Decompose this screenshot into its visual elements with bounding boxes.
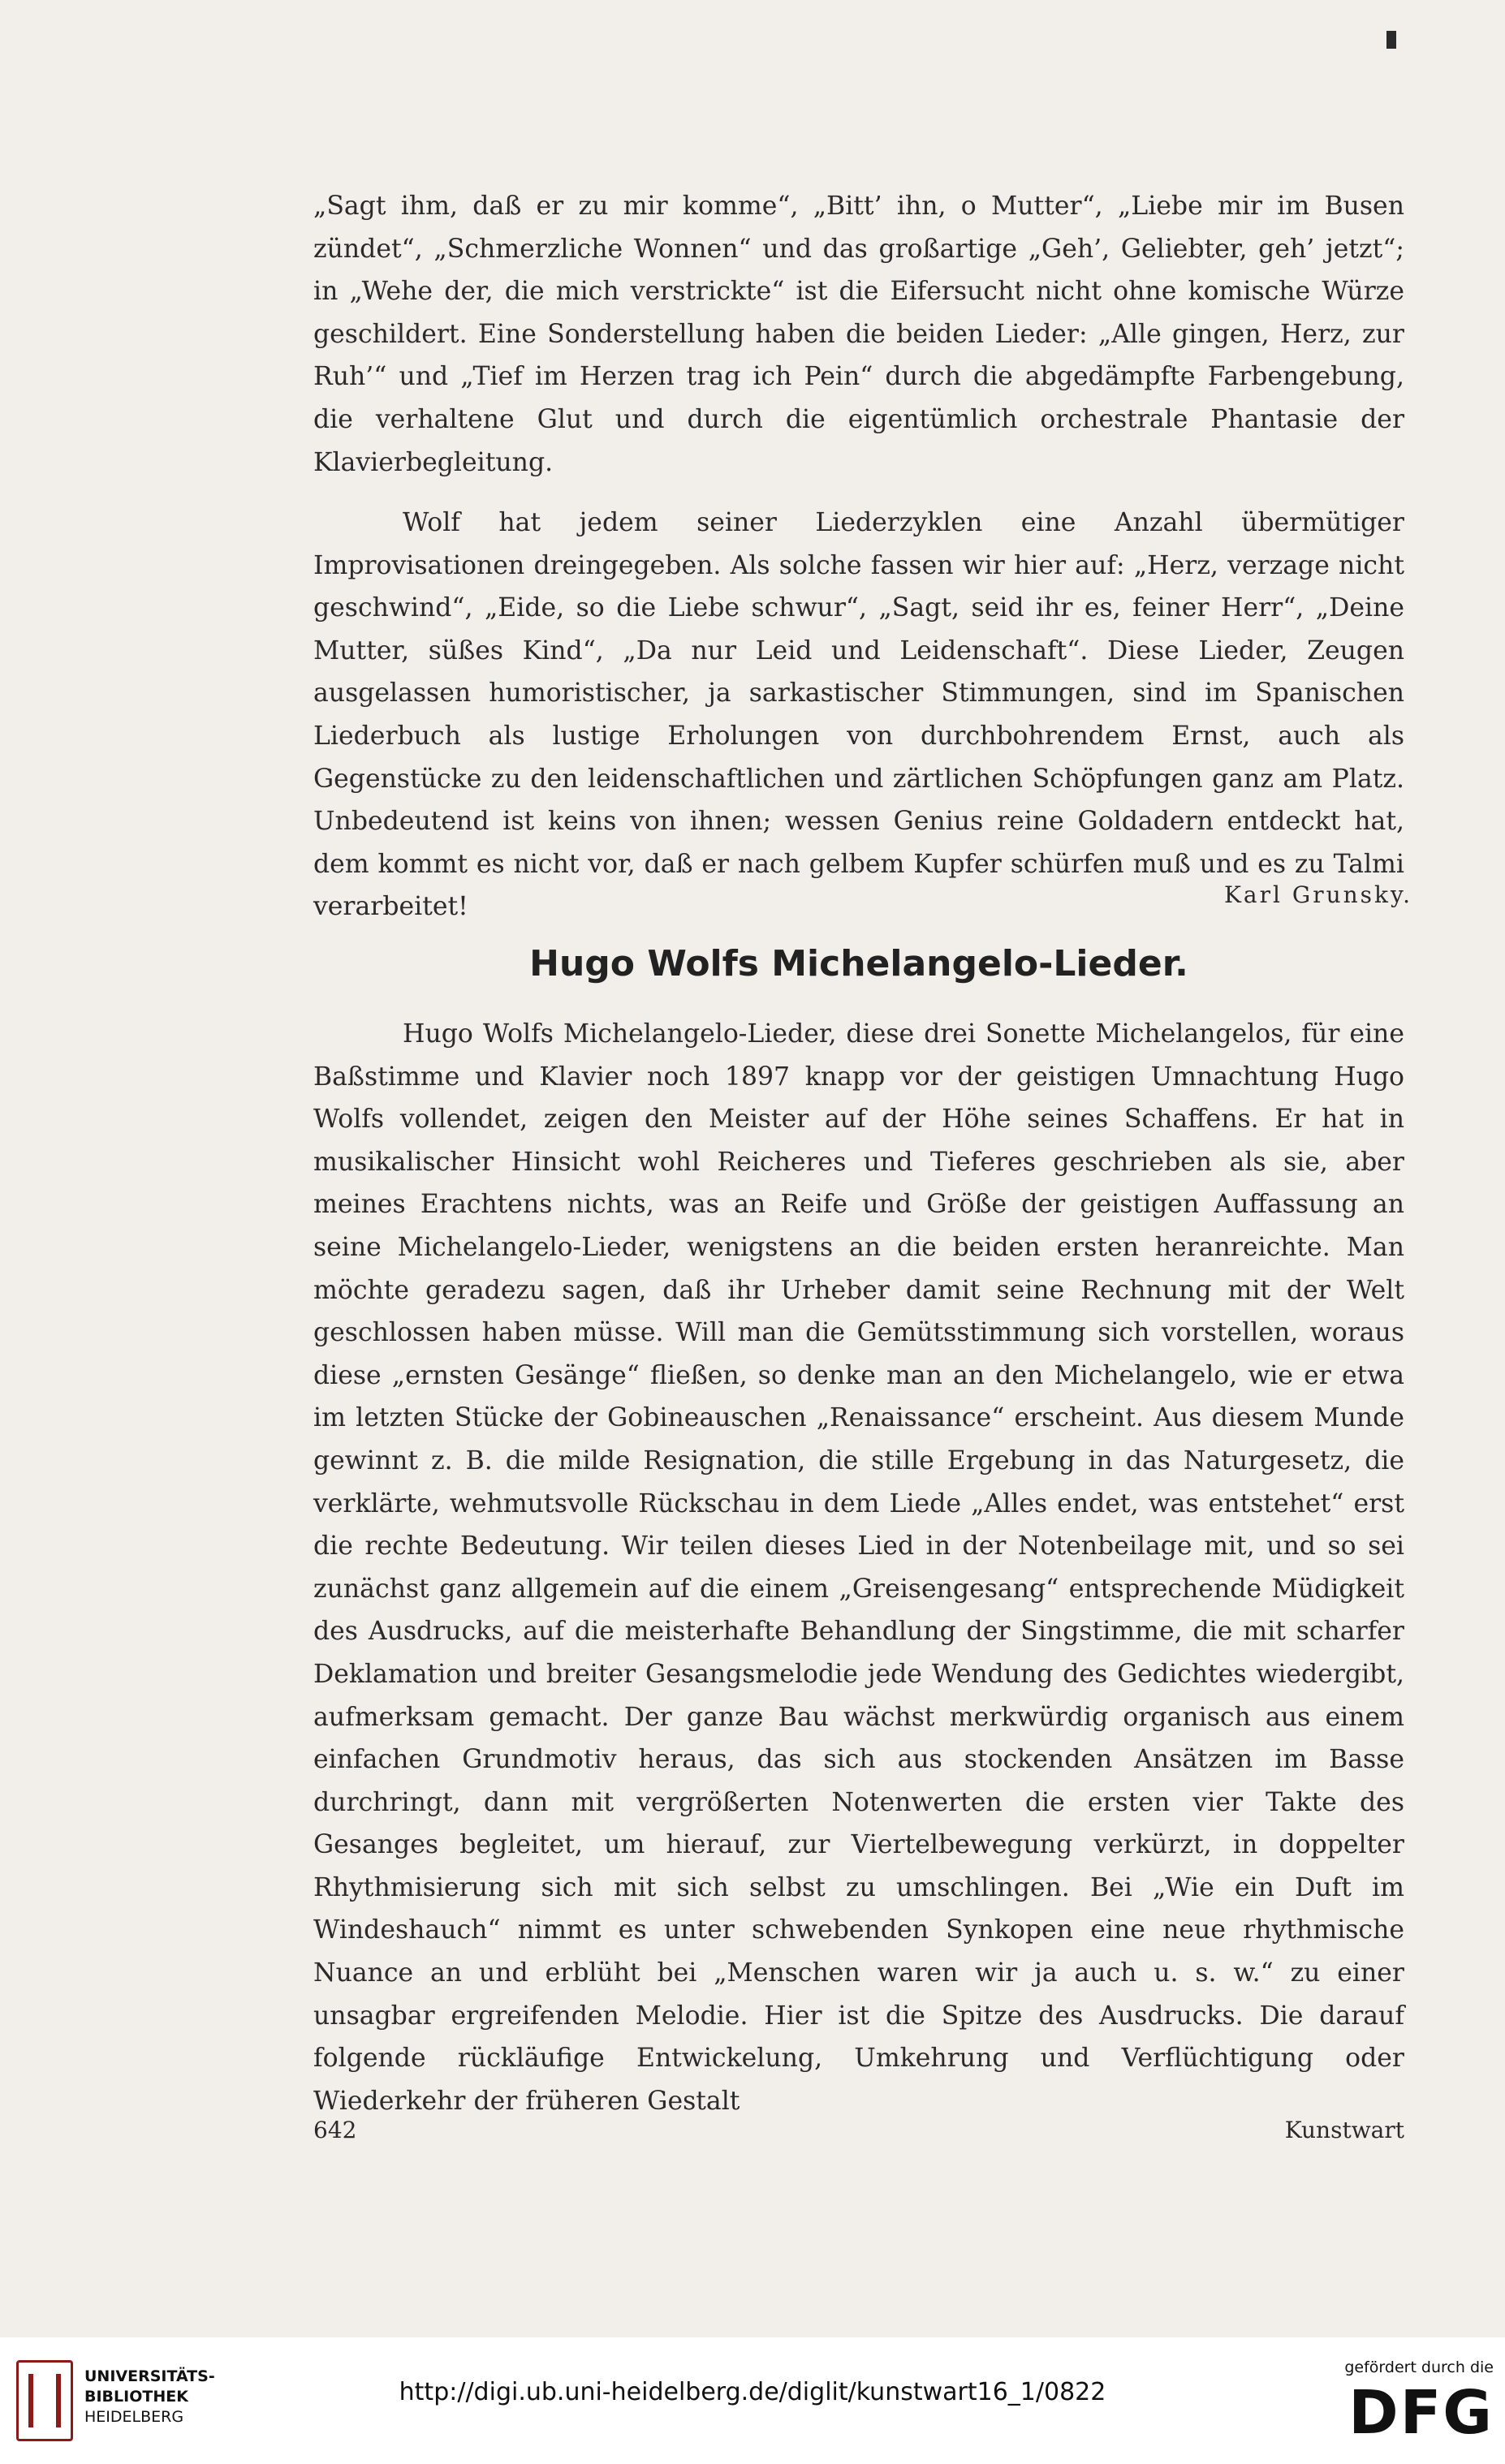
- article-heading: Hugo Wolfs Michelangelo-Lieder.: [529, 943, 1188, 984]
- dfg-logo: DFG: [1348, 2378, 1494, 2448]
- page-number: 642: [313, 2117, 357, 2143]
- institution-line-2: BIBLIOTHEK: [84, 2388, 188, 2406]
- running-title: Kunstwart: [1284, 2117, 1404, 2143]
- author-signature: Karl Grunsky.: [1223, 881, 1412, 908]
- paragraph-3: Hugo Wolfs Michelangelo-Lieder, diese drei Sonette Michelangelos, für eine Baßstimme und Klavier noch 1897 knapp vor der geistigen Umnachtung Hugo Wolfs vollendet, zeigen den Meister auf der Höhe seines Schaffens. Er hat in musikalischer Hinsicht wohl Reicheres und Tieferes geschrieben als sie, aber meines Erachtens nichts, was an Reife und Größe der geistigen Auffassung an seine Michelangelo-Lieder, wenigstens an die beiden ersten heranreichte. Man möchte geradezu sagen, daß ihr Urheber damit seine Rechnung mit der Welt geschlossen haben müsse. Will man die Gemütsstimmung sich vorstellen, woraus diese „ernsten Gesänge“ fließen, so denke man an den Michelangelo, wie er etwa im letzten Stücke der Gobineauschen „Renaissance“ erscheint. Aus diesem Munde gewinnt z. B. die milde Resignation, die stille Ergebung in das Naturgesetz, die verklärte, wehmutsvolle Rückschau in dem Liede „Alles endet, was entstehet“ erst die rechte Bedeutung. Wir teilen dieses Lied in der Notenbeilage mit, und so sei zunächst ganz allgemein auf die einem „Greisengesang“ entsprechende Müdigkeit des Ausdrucks, auf die meisterhafte Behandlung der Singstimme, die mit scharfer Deklamation und breiter Gesangsmelodie jede Wendung des Gedichtes wiedergibt, aufmerksam gemacht. Der ganze Bau wächst merkwürdig organisch aus einem einfachen Grundmotiv heraus, das sich aus stockenden Ansätzen im Basse durchringt, dann mit vergrößerten Notenwerten die ersten vier Takte des Gesanges begleitet, um hierauf, zur Viertelbewegung verkürzt, in doppelter Rhythmisierung sich mit sich selbst zu umschlingen. Bei „Wie ein Duft im Windeshauch“ nimmt es unter schwebenden Synkopen eine neue rhythmische Nuance an und erblüht bei „Menschen waren wir ja auch u. s. w.“ zu einer unsagbar ergreifenden Melodie. Hier ist die Spitze des Ausdrucks. Die darauf folgende rückläufige Entwickelung, Umkehrung und Verflüchtigung oder Wiederkehr der früheren Gestalt: [313, 1019, 1404, 2116]
- paragraph-1: „Sagt ihm, daß er zu mir komme“, „Bitt’ ihn, o Mutter“, „Liebe mir im Busen zündet“, „Schmerzliche Wonnen“ und das großartige „Geh’, Geliebter, geh’ jetzt“; in „Wehe der, die mich verstrickte“ ist die Eifersucht nicht ohne komische Würze geschildert. Eine Sonderstellung haben die beiden Lieder: „Alle gingen, Herz, zur Ruh’“ und „Tief im Herzen trag ich Pein“ durch die abgedämpfte Farbengebung, die verhaltene Glut und durch die eigentümlich orchestrale Phantasie der Klavierbegleitung.: [313, 192, 1404, 477]
- funder-caption: gefördert durch die: [1344, 2358, 1494, 2376]
- permalink-url[interactable]: http://digi.ub.uni-heidelberg.de/diglit/kunstwart16_1/0822: [399, 2378, 1106, 2406]
- institution-line-3: HEIDELBERG: [84, 2408, 184, 2426]
- corner-mark: [1386, 31, 1396, 49]
- institution-line-1: UNIVERSITÄTS-: [84, 2367, 215, 2385]
- paragraph-2: Wolf hat jedem seiner Liederzyklen eine Anzahl übermütiger Improvisationen dreingegeben. Als solche fassen wir hier auf: „Herz, verzage nicht geschwind“, „Eide, so die Liebe schwur“, „Sagt, seid ihr es, feiner Herr“, „Deine Mutter, süßes Kind“, „Da nur Leid und Leidenschaft“. Diese Lieder, Zeugen ausgelassen humoristischer, ja sarkastischer Stimmungen, sind im Spanischen Liederbuch als lustige Erholungen von durchbohrendem Ernst, auch als Gegenstücke zu den leidenschaftlichen und zärtlichen Schöpfungen ganz am Platz. Unbedeutend ist keins von ihnen; wessen Genius reine Goldadern entdeckt hat, dem kommt es nicht vor, daß er nach gelbem Kupfer schürfen muß und es zu Talmi verarbeitet!: [313, 508, 1404, 922]
